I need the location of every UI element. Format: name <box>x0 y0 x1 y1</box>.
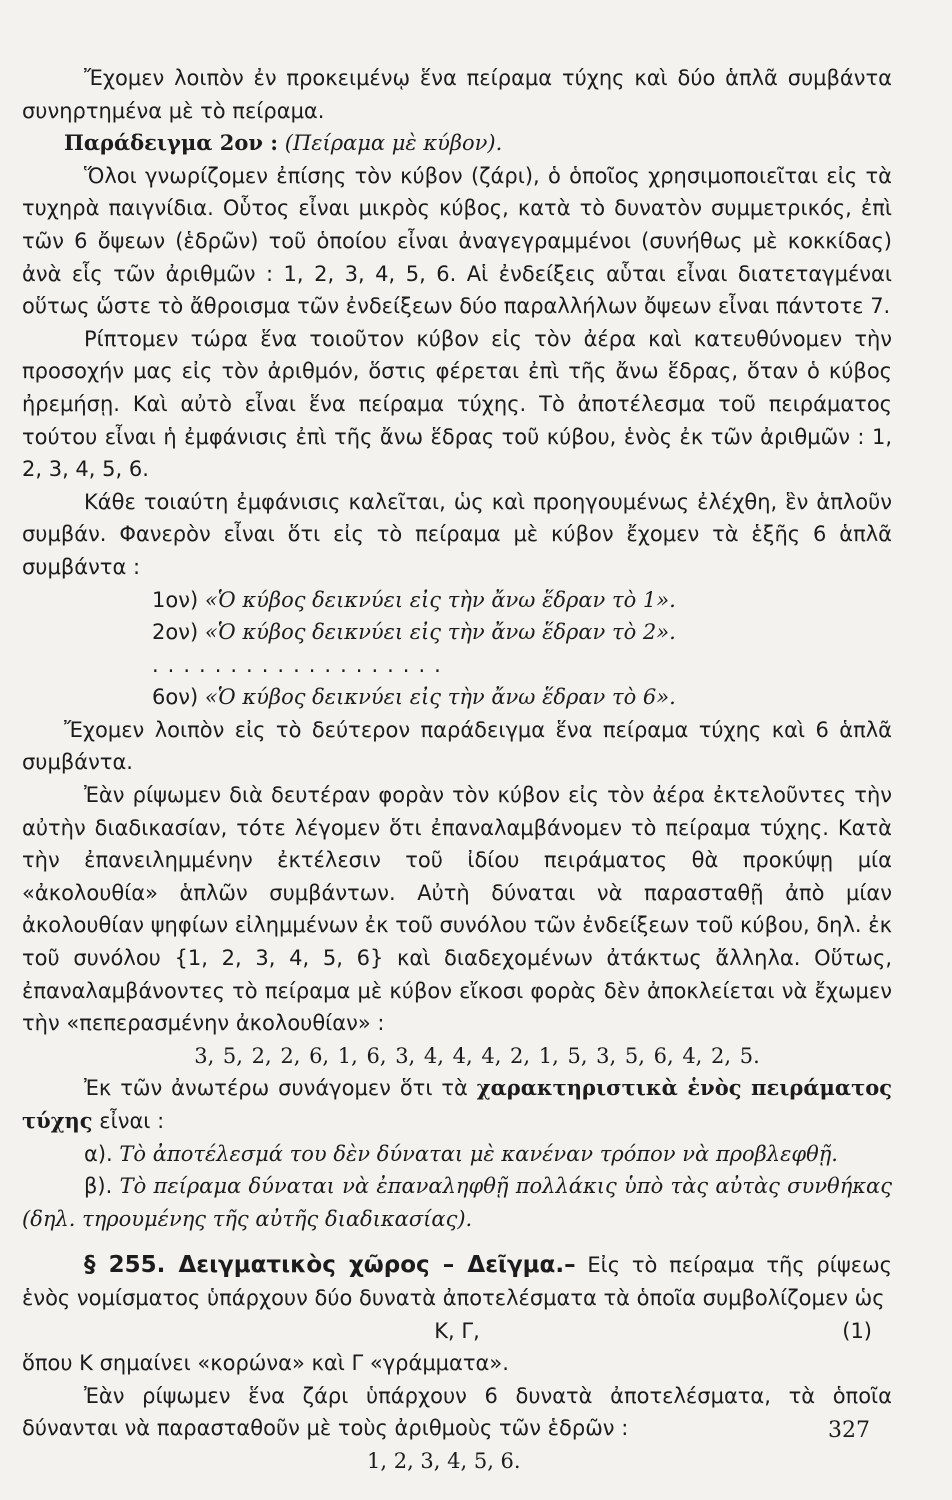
equation-number: (1) <box>842 1318 872 1343</box>
example-paragraph-3: Κάθε τοιαύτη ἐμφάνισις καλεῖται, ὡς καὶ προηγουμένως ἐλέχθη, ἓν ἁπλοῦν συμβάν. Φανερὸν εἶναι ὅτι εἰς τὸ πείραμα μὲ κύβον ἔχομεν τὰ ἑξῆς 6 ἁπλᾶ συμβάντα : <box>22 489 892 579</box>
example-heading-label: Παράδειγμα 2ον : <box>64 130 279 156</box>
page-body <box>22 62 892 1478</box>
die-faces: 1, 2, 3, 4, 5, 6. <box>367 1448 521 1473</box>
section-255-paragraph: § 255. Δειγματικὸς χῶρος – Δεῖγμα.– Εἰς τὸ πείραμα τῆς ρίψεως ἑνὸς νομίσματος ὑπάρχουν δύο δυνατὰ ἀποτελέσματα τὰ ὁποῖα συμβολίζομεν ὡς <box>22 1252 892 1310</box>
event-item: 2ον) «Ὁ κύβος δεικνύει εἰς τὴν ἄνω ἕδραν τὸ 2». <box>152 620 676 645</box>
page-number: 327 <box>828 1418 870 1443</box>
intro-paragraph: Ἔχομεν λοιπὸν ἐν προκειμένῳ ἕνα πείραμα τύχης καὶ δύο ἁπλᾶ συμβάντα συνηρτημένα μὲ τὸ πείραμα. <box>22 66 892 123</box>
characteristics-paragraph: Ἐκ τῶν ἀνωτέρω συνάγομεν ὅτι τὰ χαρακτηριστικὰ ἑνὸς πειράματος τύχης εἶναι : <box>22 1075 892 1133</box>
characteristics-bold: χαρακτηριστικὰ ἑνὸς πειράματος τύχης <box>22 1075 892 1133</box>
example-paragraph-5: Ἐὰν ρίψωμεν διὰ δευτέραν φορὰν τὸν κύβον εἰς τὸν ἀέρα ἐκτελοῦντες τὴν αὐτὴν διαδικασίαν, τότε λέγομεν ὅτι ἐπαναλαμβάνομεν τὸ πείραμα τύχης. Κατὰ τὴν ἐπανειλημμένην ἐκτέλεσιν τοῦ ἰδίου πειράματος θὰ προκύψῃ μία «ἀκολουθία» ἁπλῶν συμβάντων. Αὐτὴ δύναται νὰ παρασταθῇ ἀπὸ μίαν ἀκολουθίαν ψηφίων εἰλημμένων ἐκ τοῦ συνόλου τῶν ἐνδείξεων τοῦ κύβου, δηλ. ἐκ τοῦ συνόλου {1, 2, 3, 4, 5, 6} καὶ διαδεχομένων ἀτάκτως ἄλληλα. Οὕτως, ἐπαναλαμβάνοντες τὸ πείραμα μὲ κύβον εἴκοσι φορὰς δὲν ἀποκλείεται νὰ ἔχωμεν τὴν «πεπερασμένην ἀκολουθίαν» : <box>22 783 892 1036</box>
characteristic-item: α). Τὸ ἀποτέλεσμά του δὲν δύναται μὲ κανέναν τρόπον νὰ προβλεφθῇ. <box>84 1141 838 1166</box>
coin-symbols: Κ, Γ, (1) <box>22 1315 892 1348</box>
event-item: 1ον) «Ὁ κύβος δεικνύει εἰς τὴν ἄνω ἕδραν τὸ 1». <box>152 587 676 612</box>
example-paragraph-4: Ἔχομεν λοιπὸν εἰς τὸ δεύτερον παράδειγμα ἕνα πείραμα τύχης καὶ 6 ἁπλᾶ συμβάντα. <box>22 717 892 775</box>
coin-explanation: ὅπου Κ σημαίνει «κορώνα» καὶ Γ «γράμματα». <box>22 1351 509 1376</box>
section-255-paragraph-2: Ἐὰν ρίψωμεν ἕνα ζάρι ὑπάρχουν 6 δυνατὰ ἀποτελέσματα, τὰ ὁποῖα δύνανται νὰ παρασταθοῦν μὲ τοὺς ἀριθμοὺς τῶν ἑδρῶν : <box>22 1383 892 1441</box>
example-paragraph-1: Ὅλοι γνωρίζομεν ἐπίσης τὸν κύβον (ζάρι), ὁ ὁποῖος χρησιμοποιεῖται εἰς τὰ τυχηρὰ παιγνίδια. Οὗτος εἶναι μικρὸς κύβος, κατὰ τὸ δυνατὸν συμμετρικός, ἐπὶ τῶν 6 ὄψεων (ἑδρῶν) τοῦ ὁποίου εἶναι ἀναγεγραμμένοι (συνήθως μὲ κοκκίδας) ἀνὰ εἷς τῶν ἀριθμῶν : 1, 2, 3, 4, 5, 6. Αἱ ἐνδείξεις αὗται εἶναι διατεταγμέναι οὕτως ὥστε τὸ ἄθροισμα τῶν ἐνδείξεων δύο παραλλήλων ὄψεων εἶναι πάντοτε 7. <box>22 163 892 319</box>
example-paragraph-2: Ρίπτομεν τώρα ἕνα τοιοῦτον κύβον εἰς τὸν ἀέρα καὶ κατευθύνομεν τὴν προσοχήν μας εἰς τὸν ἀριθμόν, ὅστις φέρεται ἐπὶ τῆς ἄνω ἕδρας, ὅταν ὁ κύβος ἠρεμήσῃ. Καὶ αὐτὸ εἶναι ἕνα πείραμα τύχης. Τὸ ἀποτέλεσμα τοῦ πειράματος τούτου εἶναι ἡ ἐμφάνισις ἐπὶ τῆς ἄνω ἕδρας τοῦ κύβου, ἑνὸς ἐκ τῶν ἀριθμῶν : 1, 2, 3, 4, 5, 6. <box>22 326 892 482</box>
dice-sequence: 3, 5, 2, 2, 6, 1, 6, 3, 4, 4, 4, 2, 1, 5, 3, 5, 6, 4, 2, 5. <box>194 1043 760 1068</box>
example-heading-sub: (Πείραμα μὲ κύβον). <box>284 131 503 156</box>
event-ellipsis: ................... <box>152 652 450 677</box>
section-title: § 255. Δειγματικὸς χῶρος – Δεῖγμα.– <box>84 1252 576 1279</box>
characteristic-item: β). Τὸ πείραμα δύναται νὰ ἐπαναληφθῇ πολλάκις ὑπὸ τὰς αὐτὰς συνθήκας (δηλ. τηρουμένης τῆς αὐτῆς διαδικασίας). <box>22 1174 892 1231</box>
event-item: 6ον) «Ὁ κύβος δεικνύει εἰς τὴν ἄνω ἕδραν τὸ 6». <box>152 685 676 710</box>
example-heading <box>22 127 892 160</box>
